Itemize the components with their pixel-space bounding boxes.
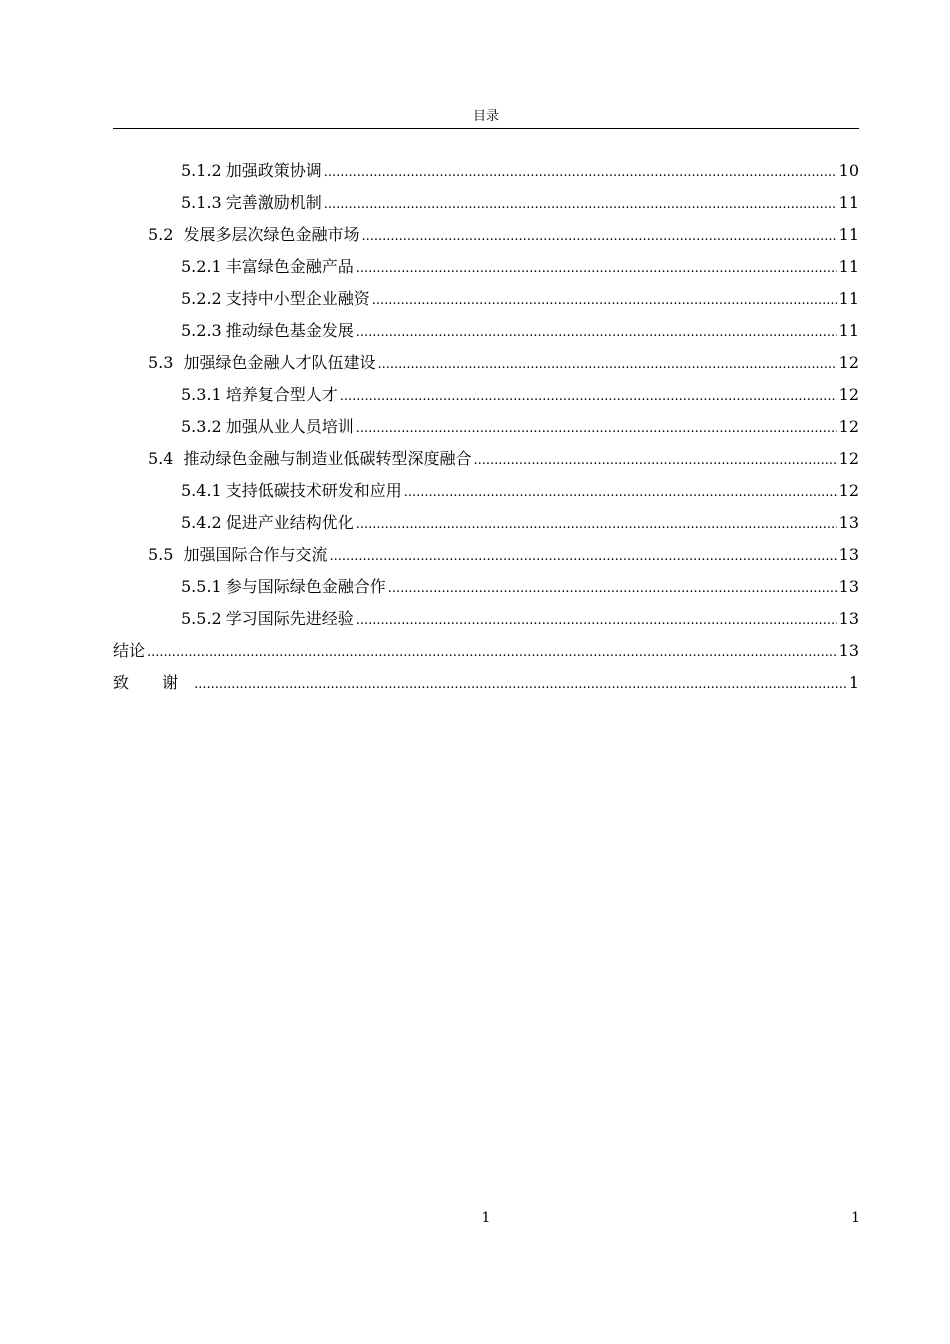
toc-number: 5.4.1 bbox=[181, 481, 222, 500]
toc-number: 5.1.3 bbox=[181, 193, 222, 212]
toc-page-number: 1 bbox=[848, 673, 859, 692]
toc-leader bbox=[361, 221, 836, 253]
toc-title: 发展多层次绿色金融市场 bbox=[183, 225, 360, 244]
toc-title: 支持中小型企业融资 bbox=[225, 289, 370, 308]
toc-title: 培养复合型人才 bbox=[225, 385, 338, 404]
toc-leader bbox=[194, 669, 847, 701]
footer-page-number: 1 bbox=[481, 1210, 491, 1226]
toc-number: 5.3 bbox=[148, 353, 174, 372]
toc-page-number: 11 bbox=[838, 225, 859, 244]
toc-page-number: 11 bbox=[838, 193, 859, 212]
toc-number: 5.4 bbox=[148, 449, 174, 468]
toc-leader bbox=[356, 317, 837, 349]
toc-leader bbox=[388, 573, 837, 605]
toc-page-number: 11 bbox=[838, 257, 859, 276]
toc-page-number: 13 bbox=[838, 577, 859, 596]
toc-entry[interactable] bbox=[113, 603, 859, 635]
toc-number: 5.5.1 bbox=[181, 577, 222, 596]
toc-number: 5.2 bbox=[148, 225, 174, 244]
toc-title: 完善激励机制 bbox=[225, 193, 322, 212]
toc-number: 5.2.3 bbox=[181, 321, 222, 340]
toc-entry[interactable] bbox=[113, 315, 859, 347]
toc-title: 学习国际先进经验 bbox=[225, 609, 354, 628]
toc-number: 5.3.1 bbox=[181, 385, 222, 404]
toc-entry[interactable] bbox=[113, 635, 859, 667]
toc-number: 5.4.2 bbox=[181, 513, 222, 532]
toc-page-number: 12 bbox=[838, 385, 859, 404]
toc-leader bbox=[377, 349, 836, 381]
toc-entry[interactable] bbox=[113, 219, 859, 251]
toc-page-number: 13 bbox=[838, 513, 859, 532]
toc-leader bbox=[340, 381, 837, 413]
toc-title: 致 谢 bbox=[113, 673, 193, 692]
toc-title: 加强绿色金融人才队伍建设 bbox=[183, 353, 376, 372]
toc-leader bbox=[324, 189, 837, 221]
toc-title: 加强政策协调 bbox=[225, 161, 322, 180]
toc-number: 5.1.2 bbox=[181, 161, 222, 180]
toc-page-number: 12 bbox=[838, 417, 859, 436]
toc-leader bbox=[473, 445, 836, 477]
toc-entry[interactable] bbox=[113, 155, 859, 187]
toc-entry[interactable] bbox=[113, 443, 859, 475]
toc-page-number: 13 bbox=[838, 545, 859, 564]
toc-leader bbox=[372, 285, 837, 317]
toc-entry[interactable] bbox=[113, 347, 859, 379]
footer-page-number-right: 1 bbox=[851, 1210, 860, 1226]
toc-leader bbox=[324, 157, 837, 189]
toc-number: 5.5.2 bbox=[181, 609, 222, 628]
toc-title: 促进产业结构优化 bbox=[225, 513, 354, 532]
toc-entry[interactable] bbox=[113, 571, 859, 603]
toc-number: 5.2.2 bbox=[181, 289, 222, 308]
header-divider bbox=[113, 128, 859, 129]
toc-page-number: 12 bbox=[838, 353, 859, 372]
toc-leader bbox=[356, 605, 837, 637]
toc-title: 推动绿色基金发展 bbox=[225, 321, 354, 340]
toc-leader bbox=[356, 253, 837, 285]
table-of-contents bbox=[113, 155, 859, 699]
toc-entry[interactable] bbox=[113, 507, 859, 539]
toc-entry[interactable] bbox=[113, 475, 859, 507]
toc-title: 推动绿色金融与制造业低碳转型深度融合 bbox=[183, 449, 472, 468]
toc-title: 参与国际绿色金融合作 bbox=[225, 577, 386, 596]
toc-leader bbox=[404, 477, 837, 509]
toc-leader bbox=[147, 637, 837, 669]
toc-page-number: 13 bbox=[838, 609, 859, 628]
page-header-title: 目录 bbox=[472, 109, 499, 124]
toc-page-number: 12 bbox=[838, 481, 859, 500]
toc-number: 5.5 bbox=[148, 545, 174, 564]
toc-leader bbox=[356, 413, 837, 445]
toc-number: 5.3.2 bbox=[181, 417, 222, 436]
toc-page-number: 11 bbox=[838, 321, 859, 340]
toc-title: 加强从业人员培训 bbox=[225, 417, 354, 436]
toc-entry[interactable] bbox=[113, 667, 859, 699]
toc-entry[interactable] bbox=[113, 251, 859, 283]
toc-entry[interactable] bbox=[113, 411, 859, 443]
toc-page-number: 13 bbox=[838, 641, 859, 660]
toc-title: 丰富绿色金融产品 bbox=[225, 257, 354, 276]
toc-number: 5.2.1 bbox=[181, 257, 222, 276]
toc-leader bbox=[356, 509, 837, 541]
toc-entry[interactable] bbox=[113, 539, 859, 571]
toc-page-number: 12 bbox=[838, 449, 859, 468]
toc-title: 支持低碳技术研发和应用 bbox=[225, 481, 402, 500]
toc-leader bbox=[329, 541, 836, 573]
toc-entry[interactable] bbox=[113, 187, 859, 219]
toc-title: 加强国际合作与交流 bbox=[183, 545, 328, 564]
toc-page-number: 10 bbox=[838, 161, 859, 180]
toc-page-number: 11 bbox=[838, 289, 859, 308]
toc-title: 结论 bbox=[113, 641, 146, 660]
toc-entry[interactable] bbox=[113, 283, 859, 315]
toc-entry[interactable] bbox=[113, 379, 859, 411]
